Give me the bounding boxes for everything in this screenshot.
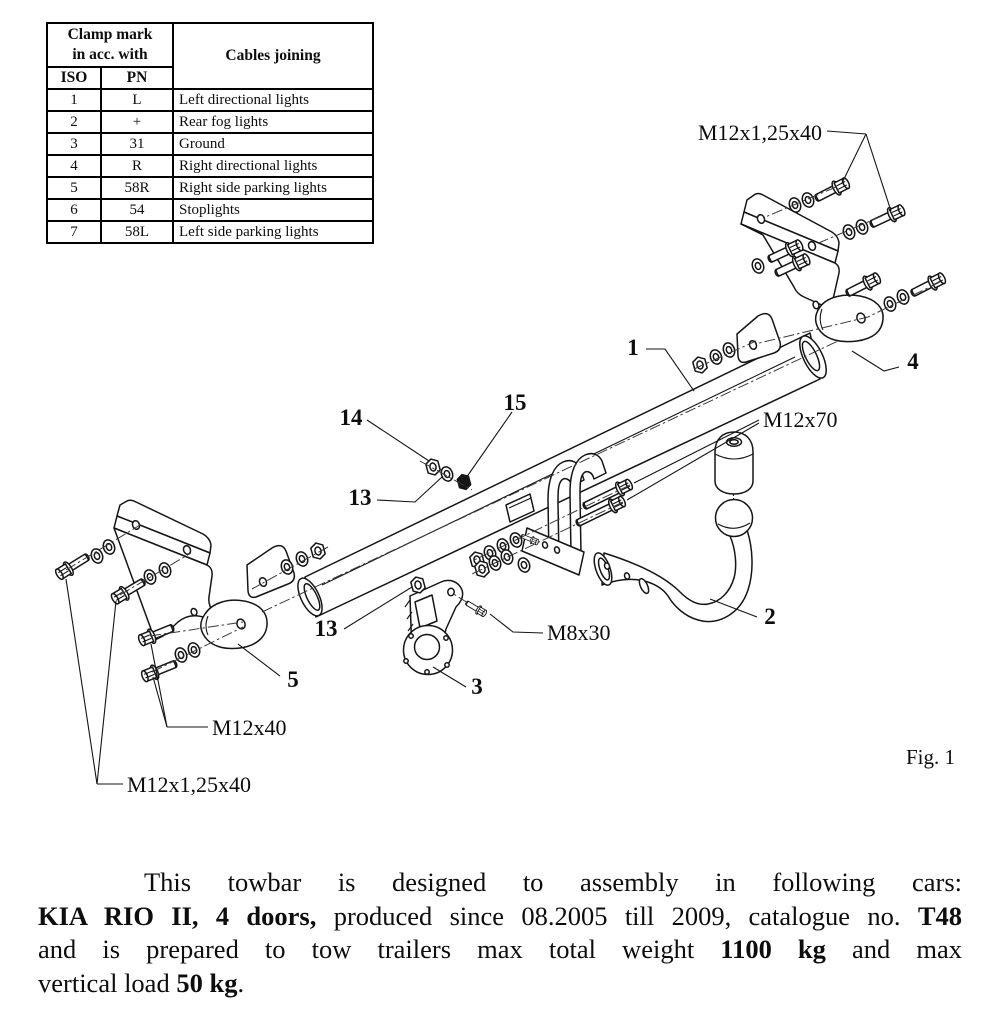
table-subheader-pn: PN [101,67,173,89]
table-cell: Right directional lights [173,155,373,177]
table-cell: 2 [47,111,101,133]
table-row [47,155,373,177]
part-label-1: 1 [627,335,639,360]
ball-cover-cap [715,432,753,494]
table-cell: 4 [47,155,101,177]
table-row [47,133,373,155]
part-label-5: 5 [287,667,299,692]
socket-plate [404,580,463,674]
part-label-13b: 13 [314,616,338,641]
paragraph-line: and is prepared to tow trailers max total weight 1100 kg and max [38,934,962,964]
paragraph-line: KIA RIO II, 4 doors, produced since 08.2005 till 2009, catalogue no. T48 [38,900,962,931]
fastener-label-m12x125x40-bottom: M12x1,25x40 [127,772,252,797]
table-cell: 58L [101,221,173,243]
figure-caption: Fig. 1 [906,745,956,769]
part-label-4: 4 [907,349,919,374]
tow-ball [716,500,753,537]
table-cell: 31 [101,133,173,155]
table-cell: 58R [101,177,173,199]
description-paragraph [38,866,962,1000]
part-label-3: 3 [471,674,483,699]
table-header-clamp-mark [47,23,173,67]
table-header-line1: Clamp mark [67,25,153,43]
table-row [47,89,373,111]
table-cell: 6 [47,199,101,221]
table-row [47,111,373,133]
fastener-label-m12x70: M12x70 [763,407,838,432]
table-cell: Stoplights [173,199,373,221]
table-cell: R [101,155,173,177]
table-cell: 1 [47,89,101,111]
fastener-label-m8x30: M8x30 [547,620,611,645]
table-cell: Right side parking lights [173,177,373,199]
table-cell: L [101,89,173,111]
table-cell: 3 [47,133,101,155]
part-label-13a: 13 [348,485,372,510]
part-label-14: 14 [339,405,363,430]
left-bracket [114,500,267,648]
table-row [47,177,373,199]
clamp-mark-table [46,22,374,244]
part-label-2: 2 [764,604,776,629]
table-cell: 7 [47,221,101,243]
part-label-15: 15 [503,390,527,415]
fastener-label-m12x125x40-top: M12x1,25x40 [698,120,823,145]
table-cell: Left side parking lights [173,221,373,243]
clamp-table-body [47,89,373,243]
table-cell: 54 [101,199,173,221]
table-row [47,199,373,221]
table-header-cables-joining: Cables joining [173,23,373,89]
table-row [47,221,373,243]
paragraph-line: vertical load 50 kg. [38,967,245,998]
fastener-label-m12x40: M12x40 [212,715,287,740]
table-cell: Left directional lights [173,89,373,111]
table-subheader-iso: ISO [47,67,101,89]
table-cell: 5 [47,177,101,199]
paragraph-line: This towbar is designed to assembly in following cars: [144,867,962,897]
table-header-line2: in acc. with [72,46,148,63]
table-cell: + [101,111,173,133]
table-cell: Rear fog lights [173,111,373,133]
table-cell: Ground [173,133,373,155]
